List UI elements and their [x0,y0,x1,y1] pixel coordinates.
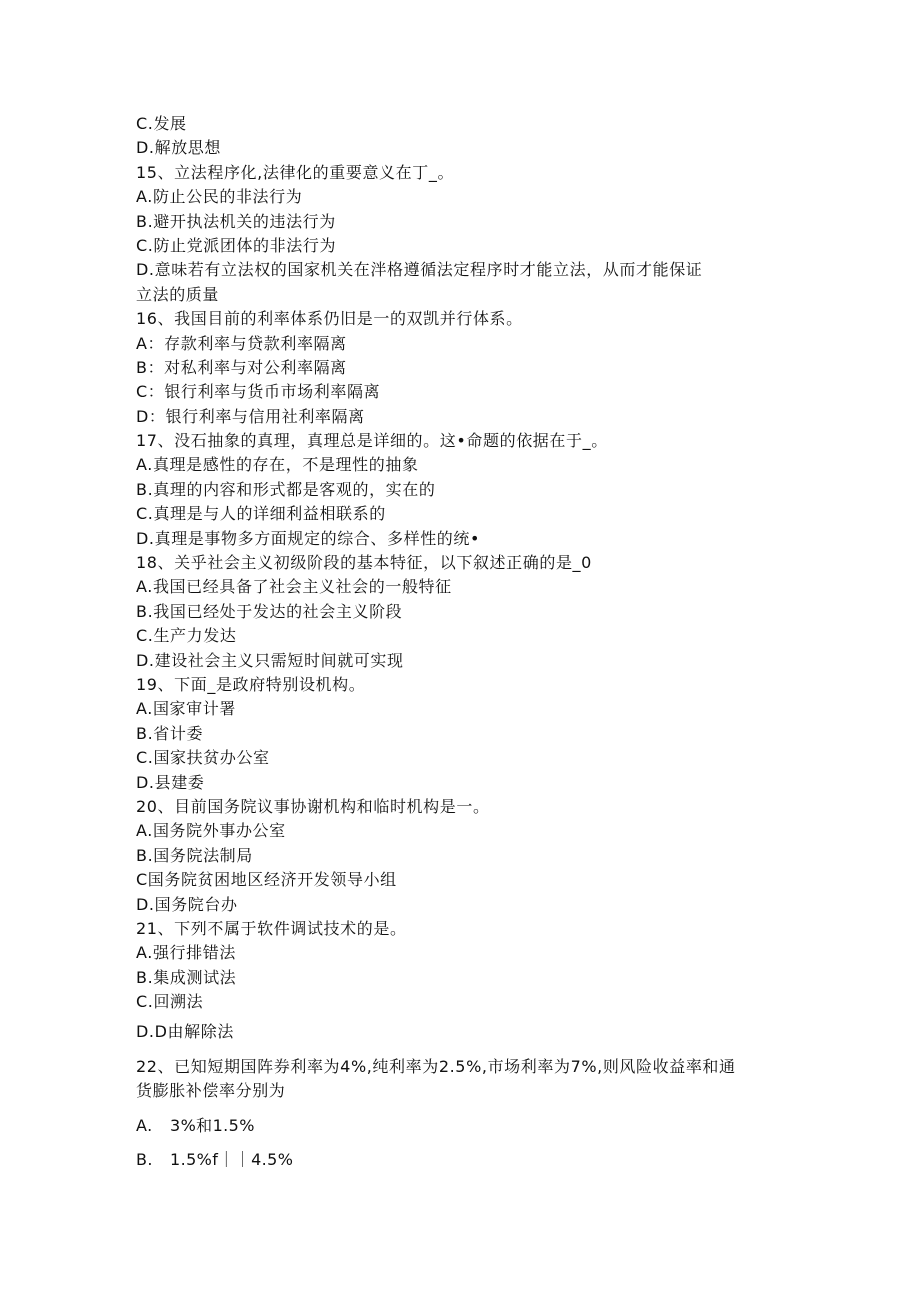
option-line: B.集成测试法 [136,967,237,987]
option-line: C国务院贫困地区经济开发领导小组 [136,870,397,890]
option-line: A：存款利率与贷款利率隔离 [136,333,347,353]
option-line: B.真理的内容和形式都是客观的，实在的 [136,479,436,499]
option-line: B.避开执法机关的违法行为 [136,211,336,231]
option-line: D.D由解除法 [136,1022,234,1042]
option-line: B.我国已经处于发达的社会主义阶段 [136,601,403,621]
option-line: A.国家审计署 [136,699,236,719]
option-line: A.真理是感性的存在，不是理性的抽象 [136,455,419,475]
option-line-continued: 立法的质量 [136,284,220,304]
option-key: A. [136,1115,153,1135]
option-value: 3%和1.5% [170,1115,255,1135]
option-line: C.防止党派团体的非法行为 [136,235,337,255]
question-17: 17、没石抽象的真理，真理总是详细的。这•命题的依据在于_。 [136,431,608,451]
option-line: A.国务院外事办公室 [136,821,286,841]
option-line: A.强行排错法 [136,943,236,963]
question-15: 15、立法程序化,法律化的重要意义在丁_。 [136,162,455,182]
option-line: D：银行利率与信用社利率隔离 [136,406,365,426]
option-line: B.省计委 [136,723,204,743]
option-line: C.真理是与人的详细利益相联系的 [136,504,386,524]
question-16: 16、我国目前的利率体系仍旧是一的双凯并行体系。 [136,309,523,329]
option-line: D.建设社会主义只需短时间就可实现 [136,650,404,670]
document-body [136,112,786,1172]
option-line: D.真理是事物多方面规定的综合、多样性的统• [136,528,481,548]
option-line: A.防止公民的非法行为 [136,187,303,207]
option-line: C.国家扶贫办公室 [136,748,270,768]
option-line: D.国务院台办 [136,894,238,914]
option-line: C.生产力发达 [136,626,237,646]
question-20: 20、目前国务院议事协谢机构和临时机构是一。 [136,796,490,816]
option-line [136,1114,786,1138]
question-22: 22、已知短期国阵券利率为4%,纯利率为2.5%,市场利率为7%,则风险收益率和通 [136,1056,736,1076]
option-line: D.县建委 [136,772,205,792]
option-line: A.我国已经具备了社会主义社会的一般特征 [136,577,452,597]
option-line: C：银行利率与货币市场利率隔离 [136,382,381,402]
text-line: C.发展 [136,114,187,133]
option-line: B.国务院法制局 [136,845,253,865]
option-line: B：对私利率与对公利率隔离 [136,357,347,377]
question-19: 19、下面_是政府特别设机构。 [136,674,366,694]
option-line [136,1148,786,1172]
option-line: D.意味若有立法权的国家机关在泮格遵循法定程序时才能立法，从而才能保证 [136,260,703,280]
option-line: C.回溯法 [136,992,204,1012]
option-key: B. [136,1150,153,1170]
question-22-continued: 货膨胀补偿率分别为 [136,1081,286,1101]
option-value: 1.5%f｜｜4.5% [170,1150,294,1170]
text-line: D.解放思想 [136,138,222,158]
question-18: 18、关乎社会主义初级阶段的基本特征，以下叙述正确的是_0 [136,553,592,573]
question-21: 21、下列不属于软件调试技术的是。 [136,918,407,938]
